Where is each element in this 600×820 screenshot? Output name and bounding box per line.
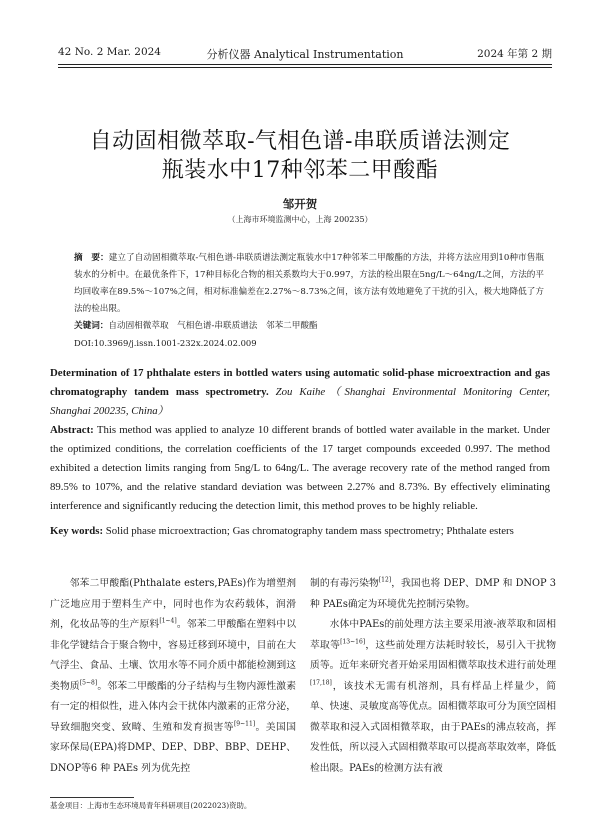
doi: DOI:10.3969/j.issn.1001-232x.2024.02.009 <box>74 338 257 348</box>
keywords-cn: 自动固相微萃取 气相色谱-串联质谱法 邻苯二甲酸酯 <box>108 321 318 331</box>
citation: [1~4] <box>159 617 177 625</box>
body-text: 制的有毒污染物 <box>310 578 379 589</box>
en-keywords: Solid phase microextraction; Gas chromatography tandem mass spectrometry; Phthalate esters <box>105 525 514 537</box>
body-text: ，我国也将 DEP、DMP 和 DNOP 3种 PAEs确定为环境优先控制污染物。 <box>310 578 556 610</box>
en-title: Determination of 17 phthalate esters in bottled waters using automatic solid-phase microextraction and gas chromatography tandem mass spectrometry. <box>50 367 550 398</box>
body-text: 。邻苯二甲酸酯在塑料中以非化学键结合于聚合物中，容易迁移到环境中，目前在大气浮尘、食品、土壤、饮用水等不同介质中都能检测到这类物质 <box>50 619 297 692</box>
en-keywords-label: Key words: <box>50 525 104 537</box>
en-abstract-text: This method was applied to analyze 10 different brands of bottled water available in the market. Under the optimized conditions, the correlation coefficients of the 17 target compounds exceeded 0.997. The method exhibited a detection limits ranging from 5ng/L to 64ng/L. The average recovery rate of the method ranged from 89.5% to 107%, and the relative standard deviation was between 2.27% and 8.73%. By effectively eliminating interference and significantly reducing the detection limit, this method proves to be highly reliable. <box>50 424 550 512</box>
keywords-cn-label: 关键词： <box>74 321 109 331</box>
footnote-rule <box>50 797 134 798</box>
affiliation: （上海市环境监测中心，上海 200235） <box>227 215 373 224</box>
en-abstract-block <box>50 421 550 516</box>
body-text: 水体中PAEs的前处理方法主要采用液-液萃取和固相萃取等 <box>310 619 556 651</box>
header-journal: 分析仪器 Analytical Instrumentation <box>206 48 404 61</box>
en-abstract-label: Abstract: <box>50 424 94 436</box>
title-line-2: 瓶装水中17种邻苯二甲酸酯 <box>161 158 439 183</box>
header-rule-thin <box>58 67 552 68</box>
body-paragraph <box>50 574 296 779</box>
body-text: 邻苯二甲酸酯(Phthalate esters,PAEs)作为增塑剂广泛地应用于塑料生产中，同时也作为农药载体，润滑剂，化妆品等的生产原料 <box>50 578 296 630</box>
en-keywords-block <box>50 522 550 541</box>
abstract-cn <box>74 250 544 352</box>
body-paragraph <box>310 574 556 615</box>
body-paragraph <box>310 615 556 779</box>
body-left-column <box>50 574 296 779</box>
citation: [12] <box>378 576 392 584</box>
body-text: ，该技术无需有机溶剂，具有样品上样量少，简单、快速、灵敏度高等优点。固相微萃取可分为顶空固相微萃取和浸入式固相微萃取，由于PAEs的沸点较高，挥发性低，所以浸入式固相微萃取可以提高萃取效率，降低检出限。PAEs的检测方法有液 <box>310 680 556 774</box>
author: 邹开贺 <box>282 197 318 211</box>
en-authors: Zou Kaihe（Shanghai Environmental Monitoring Center, Shanghai 200235, China） <box>50 386 551 417</box>
en-title-block <box>50 364 550 421</box>
body-text: 。邻苯二甲酸酯的分子结构与生物内源性激素有一定的相似性，进入体内会干扰体内激素的正常分泌，导致细胞突变、致畸、生殖和发育损害等 <box>50 680 297 733</box>
header-left: 42 No. 2 Mar. 2024 <box>58 46 161 58</box>
citation: [9~11] <box>233 720 256 728</box>
abstract-en <box>50 364 550 541</box>
title-line-1: 自动固相微萃取-气相色谱-串联质谱法测定 <box>89 129 511 154</box>
body-right-column <box>310 574 556 779</box>
body-text: 。美国国家环保局(EPA)将DMP、DEP、DBP、BBP、DEHP、DNOP等6 种 PAEs 列为优先控 <box>50 721 297 774</box>
abstract-cn-label: 摘 要： <box>74 253 109 263</box>
abstract-cn-text: 建立了自动固相微萃取-气相色谱-串联质谱法测定瓶装水中17种邻苯二甲酸酯的方法，并将方法应用到10种市售瓶装水的分析中。在最优条件下，17种目标化合物的相关系数均大于0.997，方法的检出限在5ng/L～64ng/L之间，方法的平均回收率在89.5%～107%之间，相对标准偏差在2.27%～8.73%之间，该方法有效地避免了干扰的引入，极大地降低了方法的检出限。 <box>74 253 544 314</box>
citation: [17,18] <box>310 679 332 687</box>
header-rule <box>58 64 552 65</box>
citation: [5~8] <box>79 679 98 687</box>
body-text: ，这些前处理方法耗时较长，易引入干扰物质等。近年来研究者开始采用固相微萃取技术进行前处理 <box>310 639 557 671</box>
citation: [13~16] <box>340 638 366 646</box>
header-right: 2024 年第 2 期 <box>477 48 552 60</box>
footnote: 基金项目：上海市生态环境局青年科研项目(2022023)资助。 <box>50 801 252 810</box>
running-header <box>58 46 552 60</box>
